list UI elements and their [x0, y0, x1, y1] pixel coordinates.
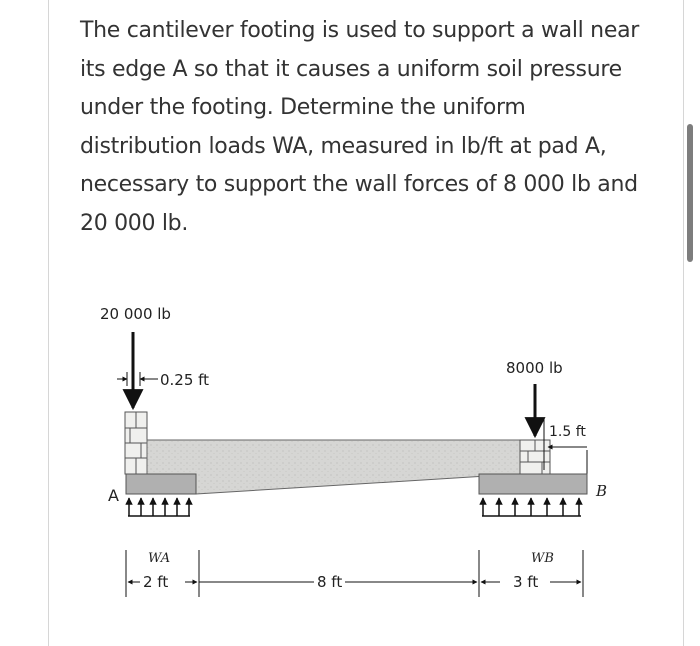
left-load-label: 20 000 lb [100, 305, 171, 323]
question-line-6: 20 000 lb. [80, 210, 189, 236]
right-wall [520, 440, 550, 474]
question-line-4: distribution loads WA, measured in lb/ft at pad A, [80, 133, 607, 159]
wa-label: WA [148, 551, 171, 566]
right-load-label: 8000 lb [506, 359, 563, 377]
distributed-load-a [128, 498, 190, 516]
point-b-label: B [596, 482, 608, 500]
wb-label: WB [531, 551, 554, 566]
point-a-label: A [108, 486, 119, 505]
question-line-2: its edge A so that it causes a uniform soil pressure [80, 56, 622, 82]
left-wall [125, 412, 147, 474]
distributed-load-b [482, 498, 581, 516]
left-offset-dimension [117, 372, 158, 386]
dim-b-label: 3 ft [513, 573, 539, 591]
pad-a [126, 474, 196, 494]
question-line-1: The cantilever footing is used to support a wall near [80, 18, 639, 43]
dim-a-label: 2 ft [143, 573, 169, 591]
left-offset-label: 0.25 ft [160, 371, 210, 389]
right-offset-label: 1.5 ft [549, 424, 586, 440]
dim-mid-label: 8 ft [317, 573, 343, 591]
pad-b [479, 474, 587, 494]
question-line-5: necessary to support the wall forces of 8 000 lb and [80, 172, 638, 197]
question-line-3: under the footing. Determine the uniform [80, 95, 526, 120]
strap-beam [147, 440, 520, 494]
